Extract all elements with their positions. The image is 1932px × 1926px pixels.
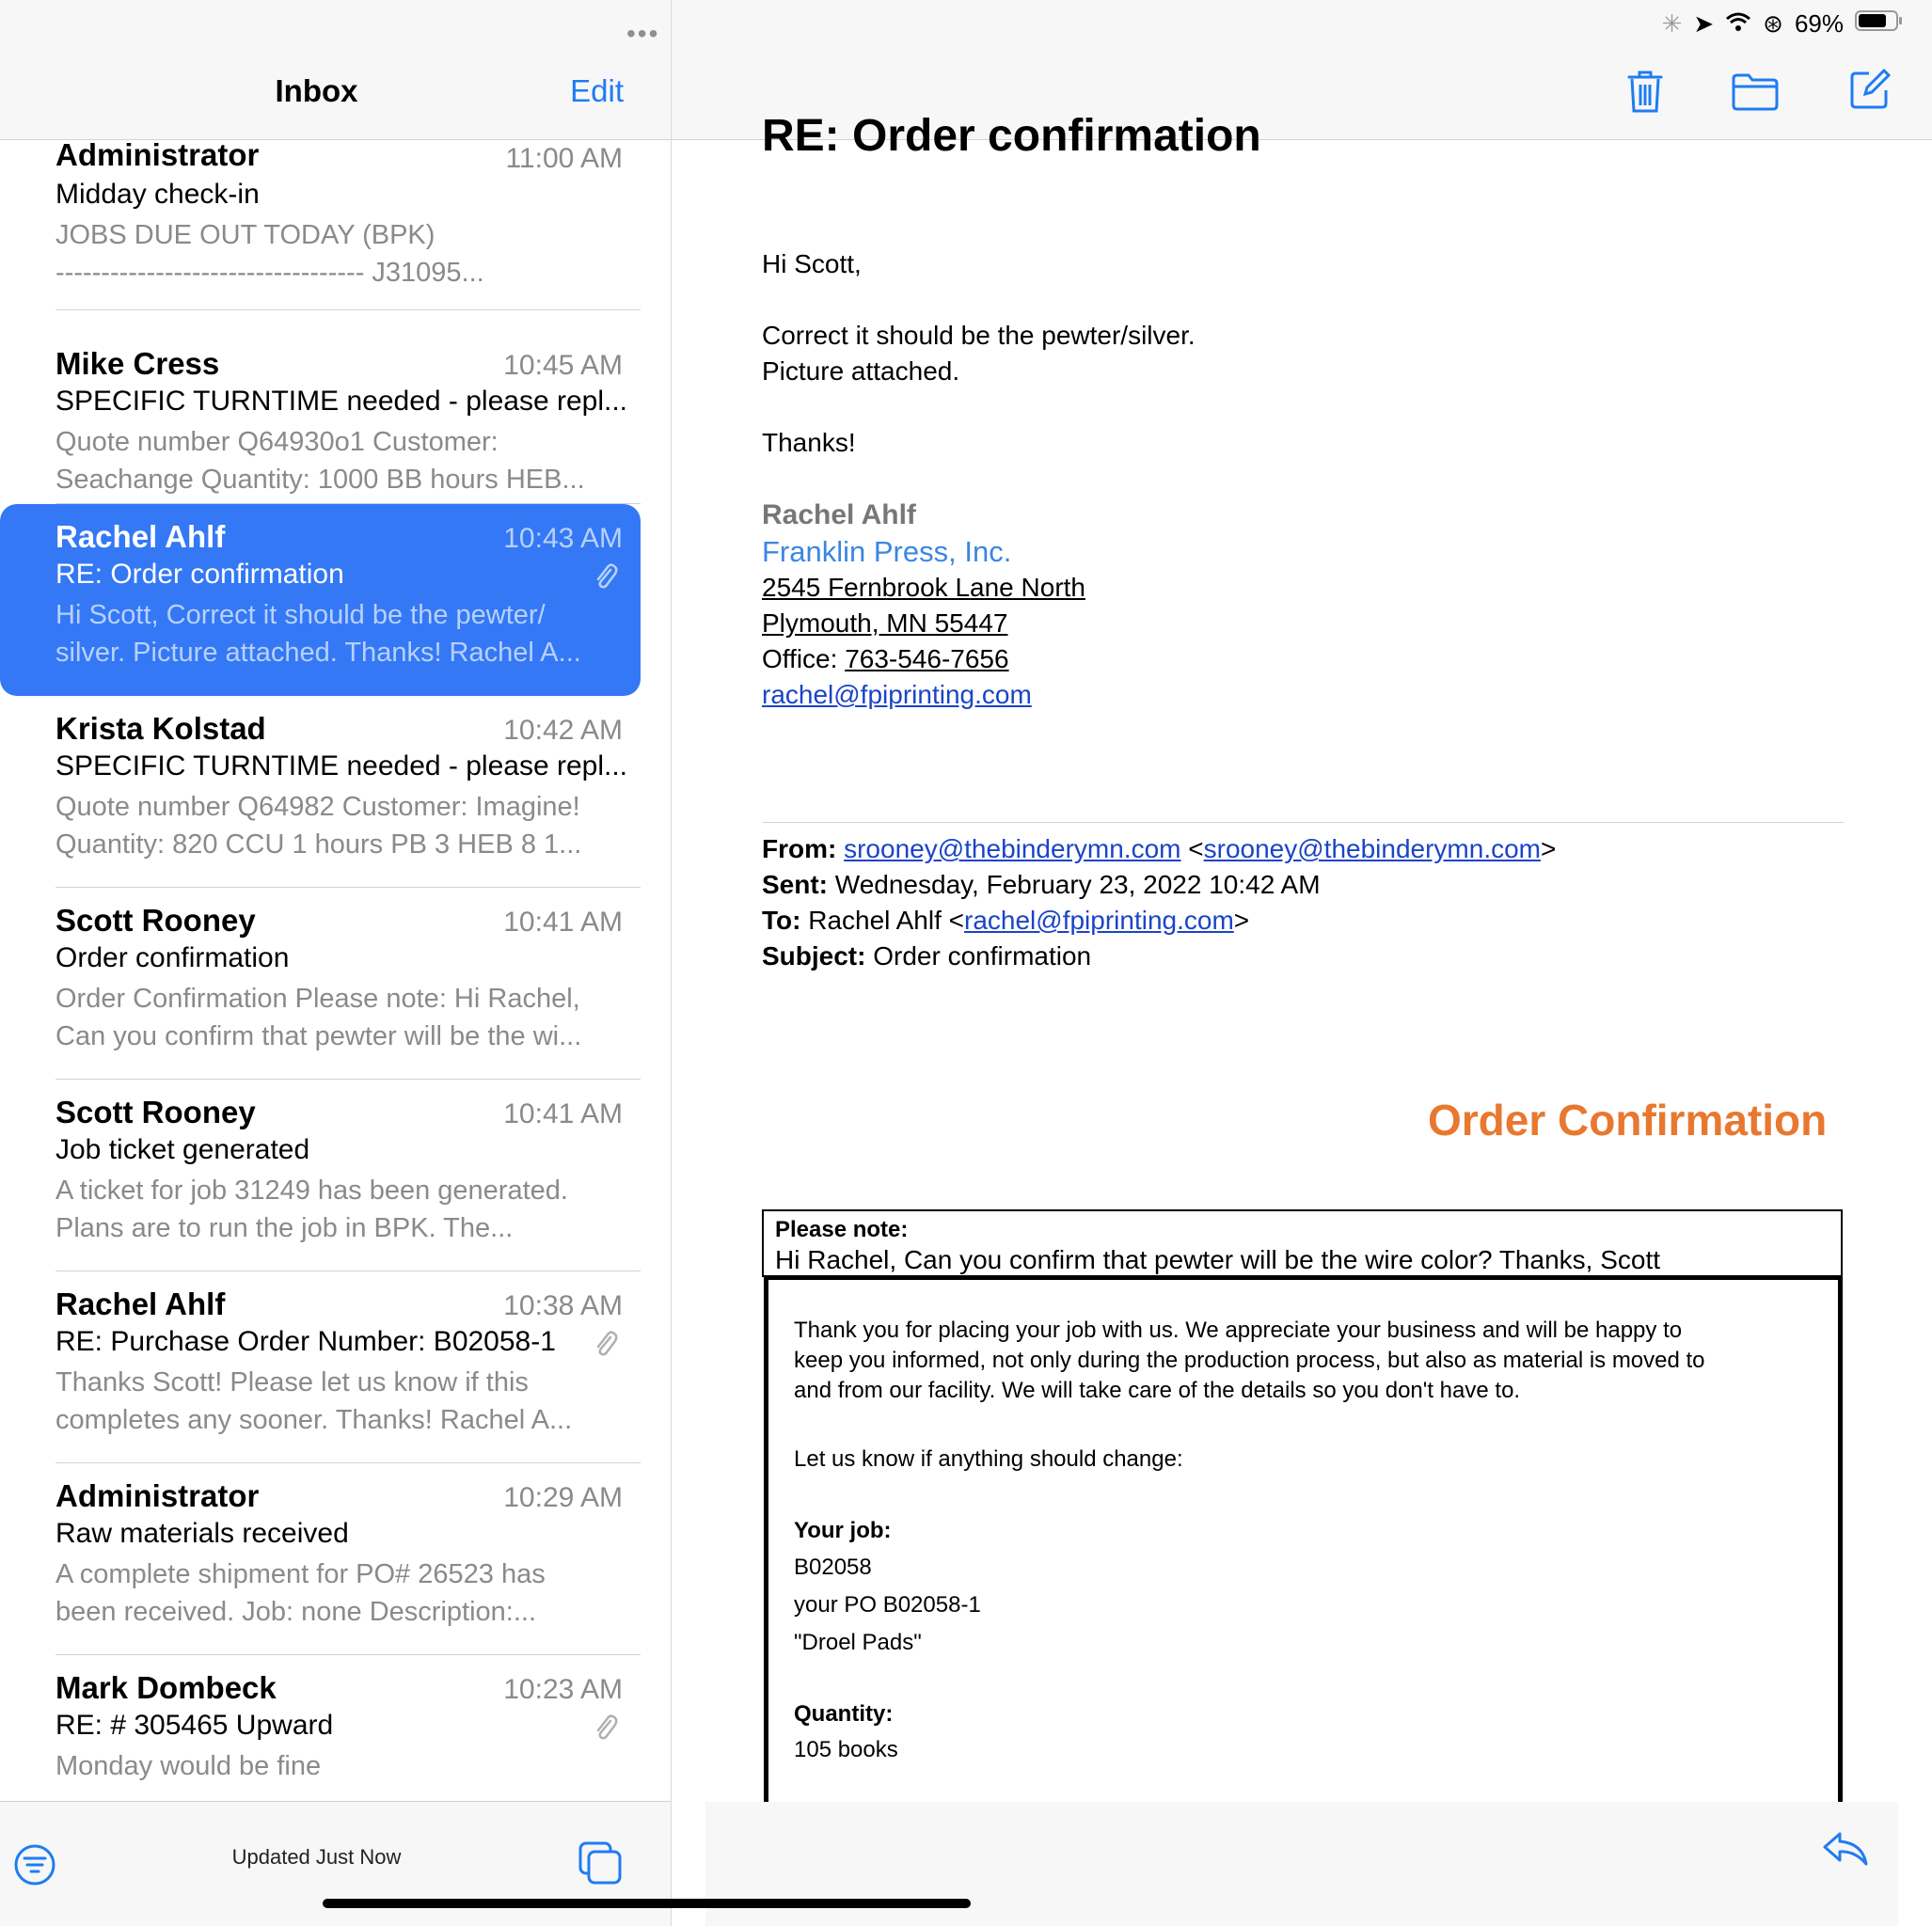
preview-line: Quantity: 820 CCU 1 hours PB 3 HEB 8 1... (55, 829, 582, 860)
received-time: 10:41 AM (503, 1098, 623, 1129)
received-time: 10:38 AM (503, 1290, 623, 1321)
received-time: 10:43 AM (503, 523, 623, 554)
sender-name: Rachel Ahlf (55, 519, 226, 554)
from-email-link[interactable]: srooney@thebinderymn.com (844, 834, 1181, 863)
folder-icon[interactable] (1731, 71, 1780, 116)
message-content (717, 111, 1883, 1802)
subject-label: Subject: (762, 941, 866, 971)
quoted-from: From: srooney@thebinderymn.com <srooney@thebinderymn.com> (762, 834, 1557, 863)
job-label: Your job: (794, 1518, 892, 1543)
home-indicator[interactable] (323, 1899, 971, 1908)
received-time: 10:23 AM (503, 1674, 623, 1705)
rotation-lock-icon: ⊛ (1763, 9, 1783, 38)
message-subject-line: SPECIFIC TURNTIME needed - please repl... (55, 750, 627, 781)
message-list-item[interactable] (0, 331, 641, 504)
sender-name: Administrator (55, 137, 260, 172)
subject-value: Order confirmation (873, 941, 1092, 971)
preview-line: Monday would be fine (55, 1751, 322, 1781)
message-subject-line: RE: # 305465 Upward (55, 1710, 334, 1741)
preview-line: Quote number Q64982 Customer: Imagine! (55, 792, 580, 822)
signature-email-link[interactable]: rachel@fpiprinting.com (762, 680, 1032, 709)
intro-line: Thank you for placing your job with us. We appreciate your business and will be happy to (794, 1318, 1683, 1343)
thanks-line: Thanks! (762, 428, 856, 457)
preview-line: Quote number Q64930o1 Customer: (55, 427, 499, 457)
received-time: 11:00 AM (505, 143, 623, 174)
mailbox-title: Inbox (275, 73, 358, 108)
message-preview (55, 1747, 620, 1785)
message-subject-line: RE: Purchase Order Number: B02058-1 (55, 1326, 556, 1357)
more-dots-icon[interactable]: ••• (626, 19, 660, 48)
message-subject-line: Raw materials received (55, 1518, 349, 1549)
note-box (762, 1209, 1843, 1277)
note-label: Please note: (775, 1217, 909, 1242)
preview-line: ---------------------------------- J31095... (55, 258, 484, 288)
paperclip-icon (594, 562, 618, 591)
sender-name: Rachel Ahlf (55, 1287, 226, 1321)
mailbox-header (0, 0, 671, 140)
update-status: Updated Just Now (231, 1845, 402, 1869)
message-list-item[interactable] (0, 1271, 641, 1463)
sender-name: Krista Kolstad (55, 711, 266, 746)
signature-company: Franklin Press, Inc. (762, 535, 1012, 568)
body-line: Correct it should be the pewter/silver. (762, 321, 1196, 350)
intro-line: and from our facility. We will take care of the details so you don't have to. (794, 1378, 1521, 1403)
note-text: Hi Rachel, Can you confirm that pewter will be the wire color? Thanks, Scott (775, 1245, 1661, 1274)
job-name: "Droel Pads" (794, 1630, 922, 1655)
to-name: Rachel Ahlf (808, 906, 942, 935)
divider (762, 822, 1844, 823)
trash-icon[interactable] (1623, 68, 1667, 119)
message-list-item[interactable] (0, 696, 641, 888)
sender-name: Scott Rooney (55, 1095, 256, 1129)
intro-line: keep you informed, not only during the production process, but also as material is moved to (794, 1348, 1705, 1373)
battery-percent: 69% (1794, 9, 1844, 38)
signature-address-line2[interactable]: Plymouth, MN 55447 (762, 608, 1008, 638)
message-preview (55, 788, 620, 863)
quantity-label: Quantity: (794, 1701, 894, 1727)
divider (55, 309, 641, 310)
received-time: 10:42 AM (503, 715, 623, 746)
received-time: 10:45 AM (503, 350, 623, 381)
from-email-link-2[interactable]: srooney@thebinderymn.com (1203, 834, 1541, 863)
received-time: 10:29 AM (503, 1482, 623, 1513)
order-details-box (764, 1275, 1843, 1844)
preview-line: Hi Scott, Correct it should be the pewter/ (55, 600, 546, 630)
signature-address-line1[interactable]: 2545 Fernbrook Lane North (762, 573, 1085, 602)
preview-line: Can you confirm that pewter will be the wi... (55, 1021, 582, 1051)
activity-icon: ✳ (1661, 9, 1683, 38)
message-list-item[interactable] (0, 139, 641, 310)
signature-name: Rachel Ahlf (762, 499, 916, 530)
order-confirmation-heading: Order Confirmation (1428, 1096, 1828, 1145)
sender-name: Mark Dombeck (55, 1670, 277, 1705)
message-preview (55, 1555, 620, 1631)
quoted-subject (762, 941, 1091, 971)
sender-name: Mike Cress (55, 346, 220, 381)
preview-line: silver. Picture attached. Thanks! Rachel A... (55, 638, 581, 668)
quoted-to: To: Rachel Ahlf <rachel@fpiprinting.com> (762, 906, 1250, 935)
paperclip-icon (594, 1713, 618, 1742)
message-list-item[interactable] (0, 888, 641, 1080)
preview-line: A complete shipment for PO# 26523 has (55, 1559, 546, 1589)
sender-name: Administrator (55, 1478, 260, 1513)
message-subject-line: Order confirmation (55, 942, 290, 973)
preview-line: Plans are to run the job in BPK. The... (55, 1213, 514, 1243)
message-list-item[interactable] (0, 1080, 641, 1271)
body-line: Picture attached. (762, 356, 960, 386)
greeting: Hi Scott, (762, 249, 862, 278)
reply-icon[interactable] (1821, 1828, 1870, 1874)
preview-line: JOBS DUE OUT TODAY (BPK) (55, 220, 435, 250)
wifi-icon (1725, 9, 1751, 39)
message-list-item[interactable] (0, 504, 641, 696)
location-arrow-icon: ➤ (1693, 9, 1715, 38)
preview-line: completes any sooner. Thanks! Rachel A... (55, 1405, 573, 1435)
sent-value: Wednesday, February 23, 2022 10:42 AM (834, 870, 1321, 899)
stacked-windows-icon[interactable] (577, 1839, 624, 1891)
quoted-sent (762, 870, 1321, 900)
to-email-link[interactable]: rachel@fpiprinting.com (964, 906, 1234, 935)
message-preview (55, 1172, 620, 1247)
preview-line: Order Confirmation Please note: Hi Rachel, (55, 984, 580, 1014)
sender-name: Scott Rooney (55, 903, 256, 938)
preview-line: been received. Job: none Description:... (55, 1597, 537, 1627)
message-preview (55, 216, 620, 292)
preview-line: Seachange Quantity: 1000 BB hours HEB... (55, 465, 585, 495)
edit-button[interactable]: Edit (570, 73, 624, 108)
status-bar (1662, 9, 1904, 39)
message-subject-line: Midday check-in (55, 179, 260, 210)
battery-icon (1855, 9, 1904, 39)
compose-icon[interactable] (1848, 68, 1892, 116)
mailbox-pane (0, 0, 672, 1926)
paperclip-icon (594, 1330, 618, 1358)
quantity-value: 105 books (794, 1737, 898, 1762)
to-label: To: (762, 906, 801, 935)
job-number: B02058 (794, 1555, 872, 1580)
message-preview (55, 596, 620, 671)
job-po: your PO B02058-1 (794, 1592, 981, 1618)
office-label: Office: (762, 644, 846, 673)
preview-line: A ticket for job 31249 has been generated. (55, 1176, 568, 1206)
office-phone-link[interactable]: 763-546-7656 (845, 644, 1009, 673)
from-label: From: (762, 834, 837, 863)
message-preview (55, 980, 620, 1055)
change-line: Let us know if anything should change: (794, 1446, 1183, 1472)
signature-office (762, 644, 1009, 674)
message-subject-line: SPECIFIC TURNTIME needed - please repl... (55, 386, 627, 417)
message-preview (55, 1364, 620, 1439)
message-subject: RE: Order confirmation (762, 111, 1261, 161)
message-pane (672, 0, 1932, 1926)
message-subject-line: RE: Order confirmation (55, 559, 344, 590)
sent-label: Sent: (762, 870, 828, 899)
message-preview (55, 423, 620, 498)
preview-line: Thanks Scott! Please let us know if this (55, 1367, 529, 1397)
message-subject-line: Job ticket generated (55, 1134, 310, 1165)
received-time: 10:41 AM (503, 907, 623, 938)
message-list-item[interactable] (0, 1463, 641, 1655)
